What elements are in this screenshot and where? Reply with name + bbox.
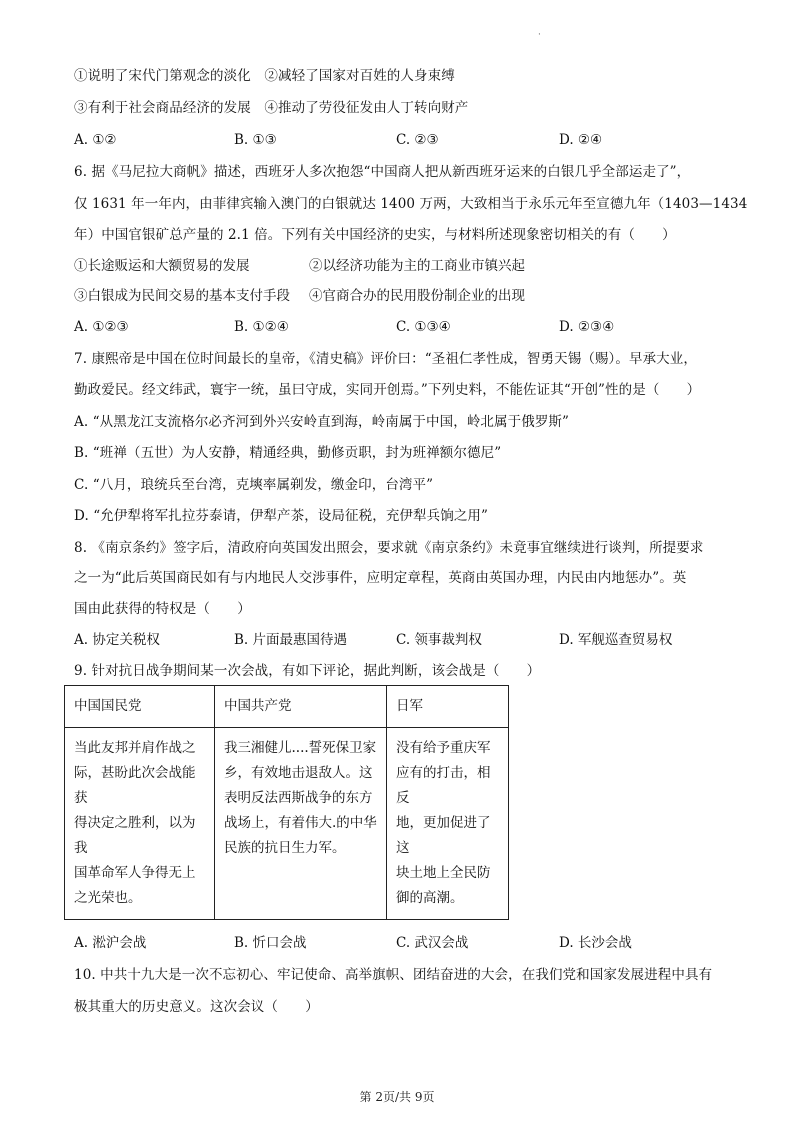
page-number-footer: 第 2页/共 9页: [359, 1090, 435, 1104]
q7-option-b[interactable]: B. “班禅（五世）为人安静，精通经典，勤修贡职，封为班禅额尔德尼”: [74, 445, 502, 461]
header-kmt: 中国国民党: [65, 686, 215, 728]
q6-statement-4: ④官商合办的民用股份制企业的出现: [309, 288, 525, 304]
cell-line: 没有给予重庆军: [396, 740, 491, 756]
q7-option-a[interactable]: A. “从黑龙江支流格尔必齐河到外兴安岭直到海，岭南属于中国，岭北属于俄罗斯”: [74, 414, 570, 430]
cell-line: 民族的抗日生力军。: [224, 840, 346, 856]
cell-line: 得决定之胜利，以为我: [74, 815, 196, 856]
header-japan: 日军: [387, 686, 509, 728]
q7-stem-line2: 勤政爱民。经文纬武，寰宇一统，虽曰守成，实同开创焉。”下列史料，不能佐证其“开创”性的是（ ）: [74, 382, 701, 398]
cell-kmt: [65, 728, 215, 920]
q6-option-a[interactable]: A. ①②③: [74, 319, 129, 335]
q5-statements-line2: ③有利于社会商品经济的发展 ④推动了劳役征发由人丁转向财产: [74, 100, 469, 116]
cell-line: 国革命军人争得无上: [74, 865, 196, 881]
q8-option-d[interactable]: D. 军舰巡查贸易权: [559, 632, 673, 648]
q6-statements-row2: [74, 287, 525, 305]
q8-stem-line1: 8. 《南京条约》签字后，清政府向英国发出照会，要求就《南京条约》未竟事宜继续进行谈判，所提要求: [74, 540, 704, 556]
cell-ccp: [215, 728, 387, 920]
q5-option-d[interactable]: D. ②④: [559, 132, 603, 148]
q5-option-b[interactable]: B. ①③: [234, 132, 277, 148]
q5-option-a[interactable]: A. ①②: [74, 132, 117, 148]
cell-line: 地，更加促进了这: [396, 815, 491, 856]
q8-option-a[interactable]: A. 协定关税权: [74, 632, 160, 648]
q6-stem-line1: 6. 据《马尼拉大商帆》描述，西班牙人多次抱怨“中国商人把从新西班牙运来的白银几乎全部运走了”，: [74, 164, 691, 180]
q6-option-b[interactable]: B. ①②④: [234, 319, 289, 335]
q6-stem-line2: 仅 1631 年一年内，由菲律宾输入澳门的白银就达 1400 万两，大致相当于永乐元年至宣德九年（1403—1434: [74, 196, 748, 212]
q6-statement-1: ①长途贩运和大额贸易的发展: [74, 258, 250, 274]
q9-option-a[interactable]: A. 淞沪会战: [74, 935, 147, 951]
cell-line: 我三湘健儿....誓死保卫家: [224, 740, 377, 756]
q8-stem-line2: 之一为“此后英国商民如有与内地民人交涉事件，应明定章程，英商由英国办理，内民由内地惩办”。英: [74, 570, 687, 586]
cell-line: 战场上，有着伟大.的中华: [224, 815, 377, 831]
cell-line: 当此友邦并肩作战之: [74, 740, 196, 756]
q6-statement-2: ②以经济功能为主的工商业市镇兴起: [309, 258, 525, 274]
cell-line: 应有的打击，相反: [396, 765, 491, 806]
q8-stem-line3: 国由此获得的特权是（ ）: [74, 601, 251, 617]
table-row: [65, 728, 509, 920]
q9-stem: 9. 针对抗日战争期间某一次会战，有如下评论，据此判断，该会战是（ ）: [74, 663, 541, 679]
q7-option-d[interactable]: D. “允伊犁将军扎拉芬泰请，伊犁产茶，设局征税，充伊犁兵饷之用”: [74, 508, 489, 524]
cell-japan: [387, 728, 509, 920]
q10-stem-line2: 极其重大的历史意义。这次会议（ ）: [74, 999, 319, 1015]
q6-option-c[interactable]: C. ①③④: [396, 319, 451, 335]
q5-option-c[interactable]: C. ②③: [396, 132, 439, 148]
q9-comment-table: [64, 685, 509, 920]
q6-option-d[interactable]: D. ②③④: [559, 319, 615, 335]
q7-stem-line1: 7. 康熙帝是中国在位时间最长的皇帝，《清史稿》评价曰：“圣祖仁孝性成，智勇天锡（赐）。早承大业，: [74, 351, 697, 367]
q6-statements-row1: [74, 257, 525, 275]
cell-line: 乡，有效地击退敌人。这: [224, 765, 373, 781]
table-header-row: [65, 686, 509, 728]
cell-line: 际，甚盼此次会战能获: [74, 765, 196, 806]
q10-stem-line1: 10. 中共十九大是一次不忘初心、牢记使命、高举旗帜、团结奋进的大会，在我们党和国家发展进程中具有: [74, 967, 713, 983]
q9-option-b[interactable]: B. 忻口会战: [234, 935, 307, 951]
q6-stem-line3: 年）中国官银矿总产量的 2.1 倍。下列有关中国经济的史实，与材料所述现象密切相关的有（ ）: [74, 227, 676, 243]
top-mark: ·: [538, 30, 541, 40]
cell-line: 块土地上全民防: [396, 865, 491, 881]
cell-line: 御的高潮。: [396, 890, 464, 906]
q8-option-b[interactable]: B. 片面最惠国待遇: [234, 632, 348, 648]
q9-option-c[interactable]: C. 武汉会战: [396, 935, 469, 951]
q5-statements-line1: ①说明了宋代门第观念的淡化 ②减轻了国家对百姓的人身束缚: [74, 68, 455, 84]
cell-line: 之光荣也。: [74, 890, 142, 906]
q9-option-d[interactable]: D. 长沙会战: [559, 935, 632, 951]
header-ccp: 中国共产党: [215, 686, 387, 728]
cell-line: 表明反法西斯战争的东方: [224, 790, 373, 806]
q7-option-c[interactable]: C. “八月，琅统兵至台湾，克塽率属剃发，缴金印，台湾平”: [74, 477, 434, 493]
q6-statement-3: ③白银成为民间交易的基本支付手段: [74, 288, 290, 304]
q8-option-c[interactable]: C. 领事裁判权: [396, 632, 482, 648]
